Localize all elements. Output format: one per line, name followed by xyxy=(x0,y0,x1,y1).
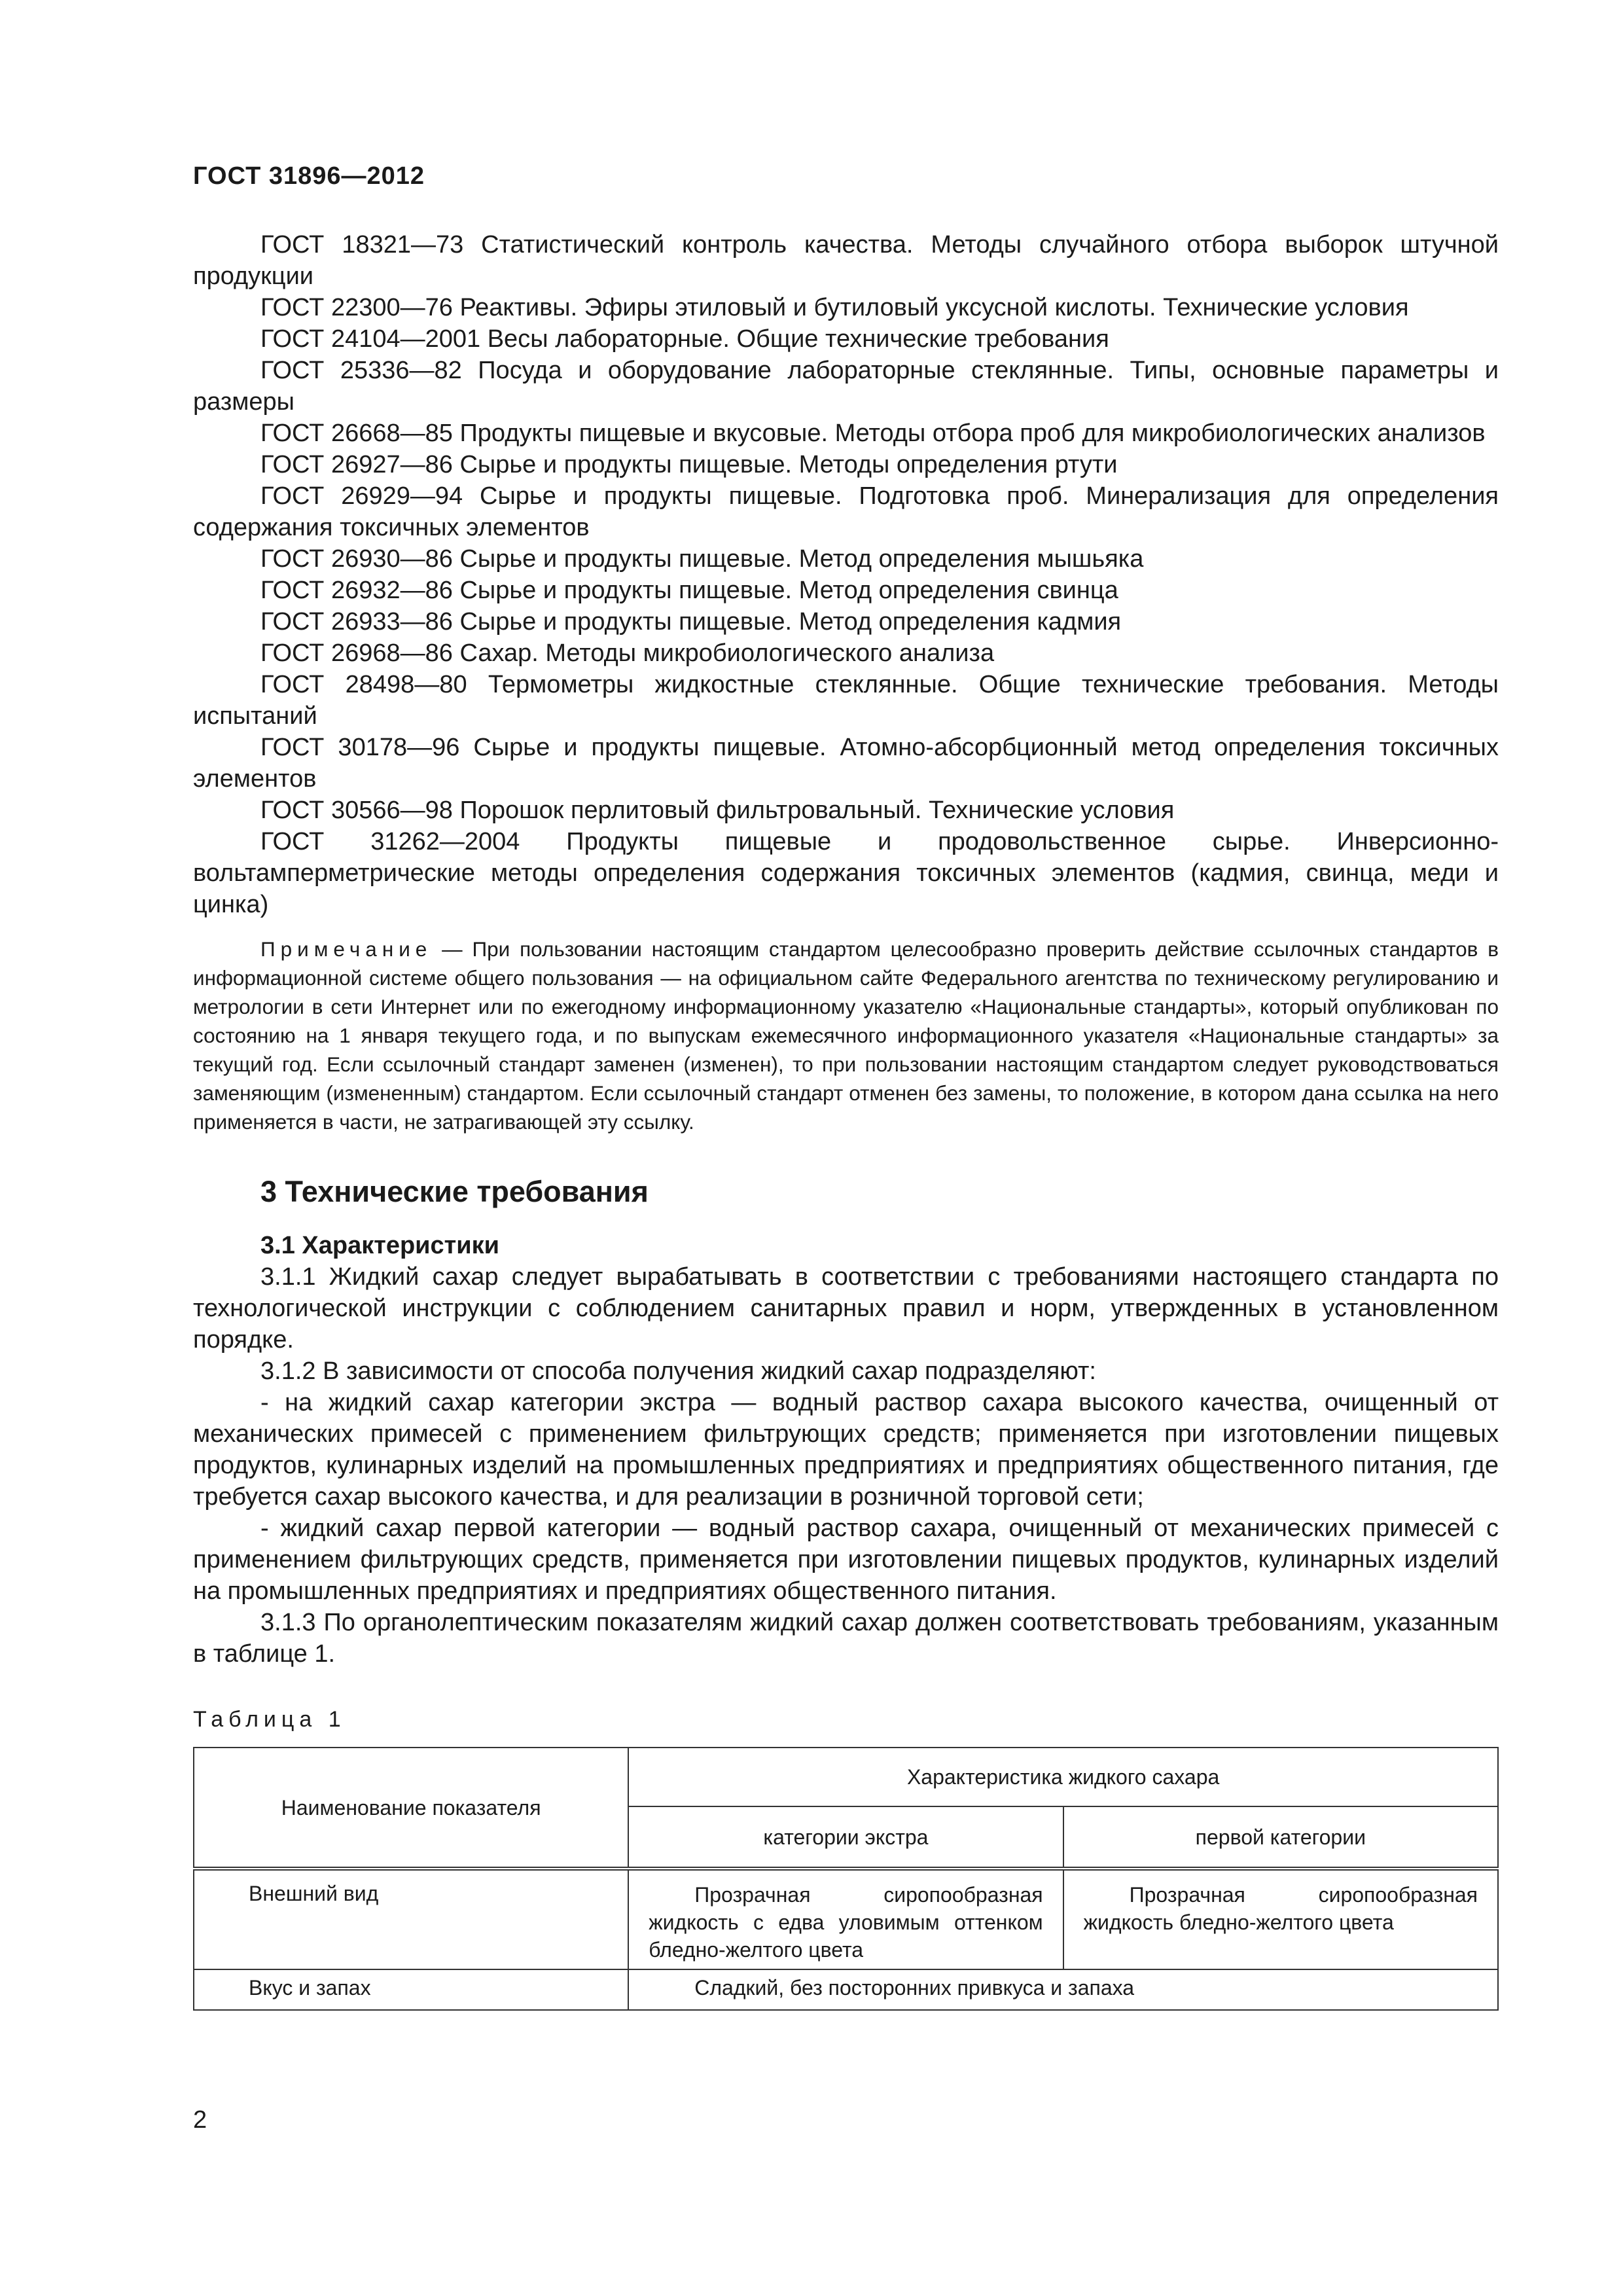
table-cell-first: Прозрачная сиропообразная жидкость бледно-желтого цвета xyxy=(1063,1869,1498,1969)
note-text: — При пользовании настоящим стандартом целесообразно проверить действие ссылочных стандартов в информационной системе общего пользования — на официальном сайте Федерального агентства по техническому регулированию и метрологии в сети Интернет или по ежегодному информационному указателю «Национальные стандарты», который опубликован по состоянию на 1 января текущего года, и по выпускам ежемесячного информационного указателя «Национальные стандарты» за текущий год. Если ссылочный стандарт заменен (изменен), то при пользовании настоящим стандартом следует руководствоваться заменяющим (измененным) стандартом. Если ссылочный стандарт отменен без замены, то положение, в котором дана ссылка на него применяется в части, не затрагивающей эту ссылку. xyxy=(193,937,1499,1134)
table-header-row xyxy=(194,1748,1498,1806)
reference-item: ГОСТ 26932—86 Сырье и продукты пищевые. Метод определения свинца xyxy=(260,577,1118,604)
reference-item: ГОСТ 30178—96 Сырье и продукты пищевые. Атомно-абсорбционный метод определения токсичных элементов xyxy=(193,734,1499,793)
reference-item: ГОСТ 31262—2004 Продукты пищевые и продовольственное сырье. Инверсионно-вольтамперметрические методы определения содержания токсичных элементов (кадмия, свинца, меди и цинка) xyxy=(193,828,1499,918)
reference-item: ГОСТ 26668—85 Продукты пищевые и вкусовые. Методы отбора проб для микробиологических анализов xyxy=(260,420,1486,447)
document-body xyxy=(193,229,1499,2011)
paragraph-3-1-1: 3.1.1 Жидкий сахар следует вырабатывать в соответствии с требованиями настоящего стандарта по технологической инструкции с соблюдением санитарных правил и норм, утвержденных в установленном порядке. xyxy=(193,1263,1499,1354)
reference-item: ГОСТ 28498—80 Термометры жидкостные стеклянные. Общие технические требования. Методы испытаний xyxy=(193,671,1499,730)
table-row xyxy=(194,1969,1498,2010)
reference-item: ГОСТ 26933—86 Сырье и продукты пищевые. Метод определения кадмия xyxy=(260,608,1122,636)
table-header-name: Наименование показателя xyxy=(194,1748,628,1869)
reference-item: ГОСТ 30566—98 Порошок перлитовый фильтровальный. Технические условия xyxy=(260,797,1175,824)
reference-item: ГОСТ 26968—86 Сахар. Методы микробиологического анализа xyxy=(260,639,995,667)
section-title: 3 Технические требования xyxy=(260,1175,649,1208)
document-header: ГОСТ 31896—2012 xyxy=(193,162,425,190)
reference-item: ГОСТ 25336—82 Посуда и оборудование лабораторные стеклянные. Типы, основные параметры и размеры xyxy=(193,357,1499,416)
reference-item: ГОСТ 26927—86 Сырье и продукты пищевые. Методы определения ртути xyxy=(260,451,1118,478)
table-header-first: первой категории xyxy=(1063,1806,1498,1869)
reference-item: ГОСТ 26930—86 Сырье и продукты пищевые. Метод определения мышьяка xyxy=(260,545,1144,573)
characteristics-table xyxy=(193,1747,1499,2011)
page-number: 2 xyxy=(193,2106,207,2134)
references-list xyxy=(193,229,1499,920)
paragraph-3-1-3: 3.1.3 По органолептическим показателям жидкий сахар должен соответствовать требованиям, указанным в таблице 1. xyxy=(193,1609,1499,1668)
table-row xyxy=(194,1869,1498,1969)
reference-item: ГОСТ 24104—2001 Весы лабораторные. Общие технические требования xyxy=(260,325,1109,353)
subsection-title: 3.1 Характеристики xyxy=(260,1232,500,1259)
table-header-extra: категории экстра xyxy=(628,1806,1063,1869)
list-item-first: - жидкий сахар первой категории — водный раствор сахара, очищенный от механических примесей с применением фильтрующих средств, применяется при изготовлении пищевых продуктов, кулинарных изделий на промышленных предприятиях и предприятиях общественного питания. xyxy=(193,1515,1499,1605)
table-header-group: Характеристика жидкого сахара xyxy=(628,1748,1498,1806)
table-caption: Таблица 1 xyxy=(193,1707,346,1732)
table-cell-name: Внешний вид xyxy=(194,1869,628,1969)
list-item-extra: - на жидкий сахар категории экстра — водный раствор сахара высокого качества, очищенный от механических примесей с применением фильтрующих средств; применяется при изготовлении пищевых продуктов, кулинарных изделий на промышленных предприятиях и предприятиях общественного питания, где требуется сахар высокого качества, и для реализации в розничной торговой сети; xyxy=(193,1389,1499,1511)
table-cell-merged: Сладкий, без посторонних привкуса и запаха xyxy=(628,1969,1498,2010)
table-cell-extra: Прозрачная сиропообразная жидкость с едва уловимым оттенком бледно-желтого цвета xyxy=(628,1869,1063,1969)
reference-item: ГОСТ 26929—94 Сырье и продукты пищевые. Подготовка проб. Минерализация для определения содержания токсичных элементов xyxy=(193,482,1499,541)
paragraph-3-1-2: 3.1.2 В зависимости от способа получения жидкий сахар подразделяют: xyxy=(260,1357,1096,1385)
note-lead: Примечание xyxy=(260,937,433,961)
table-cell-name: Вкус и запах xyxy=(194,1969,628,2010)
reference-item: ГОСТ 18321—73 Статистический контроль качества. Методы случайного отбора выборок штучной продукции xyxy=(193,231,1499,290)
reference-item: ГОСТ 22300—76 Реактивы. Эфиры этиловый и бутиловый уксусной кислоты. Технические условия xyxy=(260,294,1409,321)
note-paragraph xyxy=(193,935,1499,1136)
